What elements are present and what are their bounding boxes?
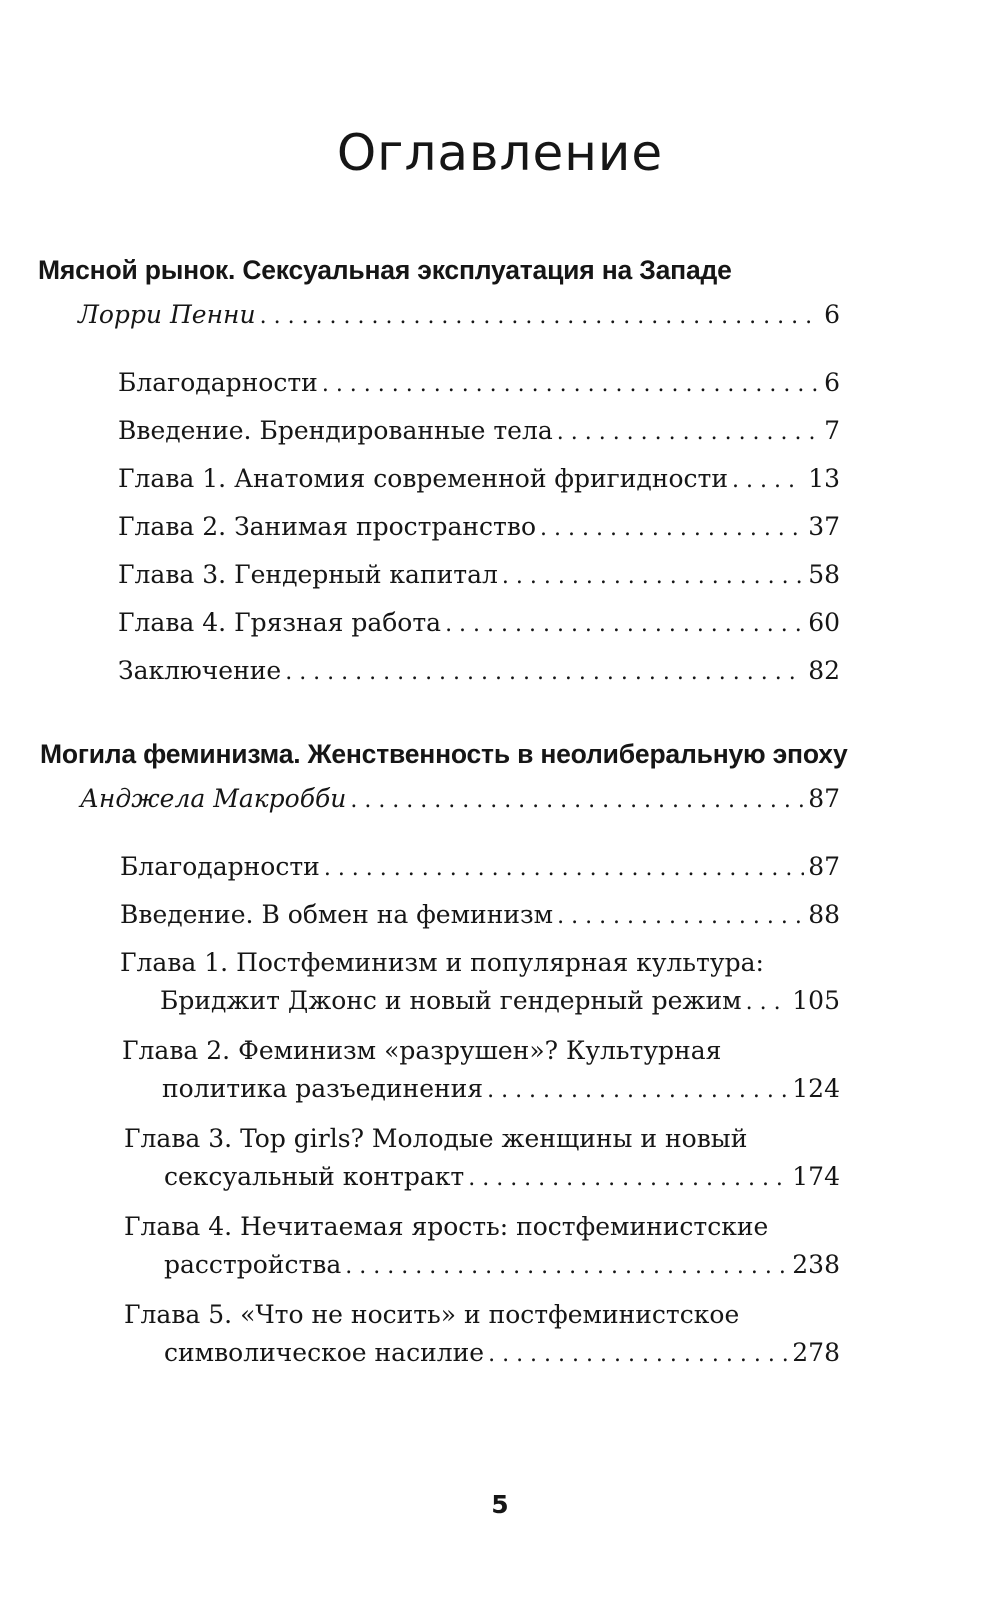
toc-author-row[interactable] (80, 786, 840, 812)
entry-label: Глава 3. Гендерный капитал (118, 560, 498, 589)
page-ref: 124 (792, 1074, 840, 1103)
toc-entry[interactable] (162, 1076, 840, 1102)
page-ref: 174 (792, 1162, 840, 1191)
page-ref: 7 (824, 416, 840, 445)
toc-entry[interactable] (164, 1252, 840, 1278)
entry-label: Заключение (118, 656, 282, 685)
page-title: Оглавление (336, 124, 664, 182)
leader-dots (487, 1080, 788, 1102)
toc-entry[interactable] (164, 1340, 840, 1366)
toc-entry[interactable] (118, 418, 840, 444)
toc-entry[interactable] (160, 988, 840, 1014)
page-ref: 238 (792, 1250, 840, 1279)
author-name: Лорри Пенни (78, 300, 256, 329)
page-ref: 87 (808, 852, 840, 881)
page-ref: 6 (824, 368, 840, 397)
page-ref: 87 (808, 784, 840, 813)
entry-label-line2: политика разъединения (162, 1074, 484, 1103)
leader-dots (260, 306, 820, 328)
toc-entry[interactable] (118, 466, 840, 492)
leader-dots (445, 614, 804, 636)
leader-dots (557, 906, 804, 928)
leader-dots (322, 374, 820, 396)
entry-label: Глава 1. Анатомия современной фригидности (118, 464, 729, 493)
entry-label-line1: Глава 1. Постфеминизм и популярная культура: (120, 948, 764, 977)
entry-label-line1: Глава 3. Top girls? Молодые женщины и новый (124, 1124, 748, 1153)
entry-label-line2: Бриджит Джонс и новый гендерный режим (160, 986, 742, 1015)
entry-label-line2: сексуальный контракт (164, 1162, 465, 1191)
entry-label: Введение. В обмен на феминизм (120, 900, 554, 929)
toc-entry[interactable] (118, 562, 840, 588)
page-number: 5 (491, 1490, 509, 1519)
entry-label-line1: Глава 4. Нечитаемая ярость: постфеминистские (124, 1212, 769, 1241)
page-ref: 58 (808, 560, 840, 589)
toc-entry[interactable] (118, 658, 840, 684)
page-ref: 60 (808, 608, 840, 637)
toc-entry[interactable] (120, 902, 840, 928)
entry-label: Глава 2. Занимая пространство (118, 512, 537, 541)
entry-label-line1: Глава 2. Феминизм «разрушен»? Культурная (122, 1036, 722, 1065)
leader-dots (732, 470, 804, 492)
entry-label: Благодарности (118, 368, 318, 397)
entry-label: Глава 4. Грязная работа (118, 608, 442, 637)
page-ref: 37 (808, 512, 840, 541)
leader-dots (324, 858, 804, 880)
page-ref: 88 (808, 900, 840, 929)
entry-label-line2: символическое насилие (164, 1338, 485, 1367)
section-title: Мясной рынок. Сексуальная эксплуатация на Западе (38, 255, 732, 285)
leader-dots (502, 566, 804, 588)
leader-dots (746, 992, 789, 1014)
entry-label-line1: Глава 5. «Что не носить» и постфеминистское (124, 1300, 740, 1329)
page-ref: 278 (792, 1338, 840, 1367)
entry-label-line2: расстройства (164, 1250, 342, 1279)
section-title: Могила феминизма. Женственность в неолиберальную эпоху (40, 739, 848, 769)
leader-dots (488, 1344, 788, 1366)
leader-dots (345, 1256, 788, 1278)
page-ref: 13 (808, 464, 840, 493)
page-ref: 105 (792, 986, 840, 1015)
toc-entry[interactable] (118, 514, 840, 540)
leader-dots (285, 662, 804, 684)
entry-label: Благодарности (120, 852, 320, 881)
toc-entry[interactable] (164, 1164, 840, 1190)
toc-entry[interactable] (118, 370, 840, 396)
leader-dots (557, 422, 820, 444)
toc-author-row[interactable] (78, 302, 840, 328)
page-ref: 82 (808, 656, 840, 685)
toc-entry[interactable] (120, 854, 840, 880)
author-name: Анджела Макробби (80, 784, 347, 813)
leader-dots (540, 518, 804, 540)
leader-dots (468, 1168, 788, 1190)
leader-dots (350, 790, 804, 812)
entry-label: Введение. Брендированные тела (118, 416, 553, 445)
toc-entry[interactable] (118, 610, 840, 636)
page-ref: 6 (824, 300, 840, 329)
